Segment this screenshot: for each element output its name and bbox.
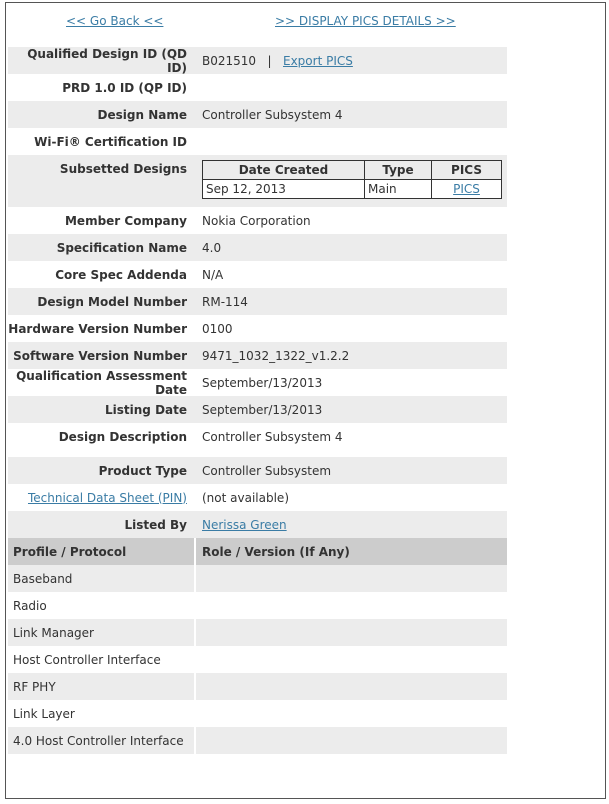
hw-version-value: 0100 <box>202 321 233 336</box>
addenda-value: N/A <box>202 267 224 282</box>
row-prd <box>8 74 507 101</box>
tds-value: (not available) <box>202 490 289 505</box>
tds-label-cell <box>8 491 189 505</box>
listing-date-value: September/13/2013 <box>202 402 323 417</box>
row-member-company <box>8 207 507 234</box>
table-row <box>8 646 507 673</box>
profile-name: Baseband <box>13 571 73 586</box>
row-addenda <box>8 261 507 288</box>
row-qa-date <box>8 369 507 396</box>
row-subsetted-designs <box>8 155 507 207</box>
col-type: Type <box>365 161 432 180</box>
technical-data-sheet-link[interactable]: Technical Data Sheet (PIN) <box>27 490 187 505</box>
spec-name-value: 4.0 <box>202 240 222 255</box>
listed-by-label: Listed By <box>124 517 187 532</box>
model-number-value: RM-114 <box>202 294 248 309</box>
profile-role <box>194 673 507 700</box>
listed-by-link[interactable]: Nerissa Green <box>202 517 287 532</box>
row-model-number <box>8 288 507 315</box>
qdid-label: Qualified Design ID (QD ID) <box>27 46 187 75</box>
design-details-table <box>8 47 507 538</box>
qdid-value-cell <box>189 54 507 68</box>
subsetted-designs-table <box>202 160 502 199</box>
row-description <box>8 423 507 457</box>
row-hw-version <box>8 315 507 342</box>
sw-version-label: Software Version Number <box>13 348 187 363</box>
design-name-value: Controller Subsystem 4 <box>202 107 343 122</box>
profile-name: Link Manager <box>13 625 94 640</box>
table-row <box>203 180 502 199</box>
row-design-name <box>8 101 507 128</box>
row-wifi <box>8 128 507 155</box>
sw-version-value: 9471_1032_1322_v1.2.2 <box>202 348 350 363</box>
table-row <box>8 565 507 592</box>
profile-name: Radio <box>13 598 47 613</box>
table-row <box>8 619 507 646</box>
export-pics-link[interactable]: Export PICS <box>283 53 353 68</box>
row-tds <box>8 484 507 511</box>
spec-name-label: Specification Name <box>56 240 187 255</box>
subsetted-value <box>189 155 507 199</box>
subset-pics-cell <box>432 180 502 199</box>
description-value: Controller Subsystem 4 <box>202 430 343 444</box>
table-row <box>8 727 507 754</box>
hw-version-label: Hardware Version Number <box>8 321 187 336</box>
subsetted-label: Subsetted Designs <box>59 162 187 176</box>
row-listing-date <box>8 396 507 423</box>
qa-date-label: Qualification Assessment Date <box>16 368 187 397</box>
product-type-value: Controller Subsystem <box>202 463 332 478</box>
profile-name: RF PHY <box>13 679 56 694</box>
profile-name: Host Controller Interface <box>13 652 161 667</box>
profile-name: Link Layer <box>13 706 75 721</box>
display-pics-details-link[interactable]: >> DISPLAY PICS DETAILS >> <box>275 14 456 28</box>
profile-role <box>194 646 507 673</box>
table-row <box>8 673 507 700</box>
subset-date: Sep 12, 2013 <box>203 180 365 199</box>
profiles-header-row <box>8 538 507 565</box>
product-type-label: Product Type <box>98 463 187 478</box>
member-company-value: Nokia Corporation <box>202 213 311 228</box>
qa-date-value: September/13/2013 <box>202 375 323 390</box>
subset-type: Main <box>365 180 432 199</box>
qdid-separator: | <box>267 53 272 68</box>
wifi-label: Wi-Fi® Certification ID <box>34 134 187 149</box>
profile-role <box>194 565 507 592</box>
role-version-header: Role / Version (If Any) <box>194 538 507 565</box>
listed-by-value-cell <box>189 518 507 532</box>
qdid-value: B021510 <box>202 53 257 68</box>
profile-protocol-header: Profile / Protocol <box>13 544 127 559</box>
row-product-type <box>8 457 507 484</box>
col-pics: PICS <box>432 161 502 180</box>
listing-date-label: Listing Date <box>105 402 187 417</box>
col-date-created: Date Created <box>203 161 365 180</box>
row-listed-by <box>8 511 507 538</box>
description-label: Design Description <box>58 430 187 444</box>
profiles-table <box>8 538 507 754</box>
prd-label: PRD 1.0 ID (QP ID) <box>62 80 187 95</box>
row-sw-version <box>8 342 507 369</box>
table-row <box>8 592 507 619</box>
subsetted-header-row <box>203 161 502 180</box>
member-company-label: Member Company <box>64 213 187 228</box>
table-row <box>8 700 507 727</box>
go-back-link[interactable]: << Go Back << <box>66 14 164 28</box>
row-qdid <box>8 47 507 74</box>
subset-pics-link[interactable]: PICS <box>453 182 480 196</box>
profile-role <box>194 619 507 646</box>
profile-role <box>194 592 507 619</box>
profile-role <box>194 727 507 754</box>
model-number-label: Design Model Number <box>37 294 187 309</box>
addenda-label: Core Spec Addenda <box>55 267 187 282</box>
row-spec-name <box>8 234 507 261</box>
design-name-label: Design Name <box>97 107 187 122</box>
profile-role <box>194 700 507 727</box>
profile-name: 4.0 Host Controller Interface <box>13 733 184 748</box>
